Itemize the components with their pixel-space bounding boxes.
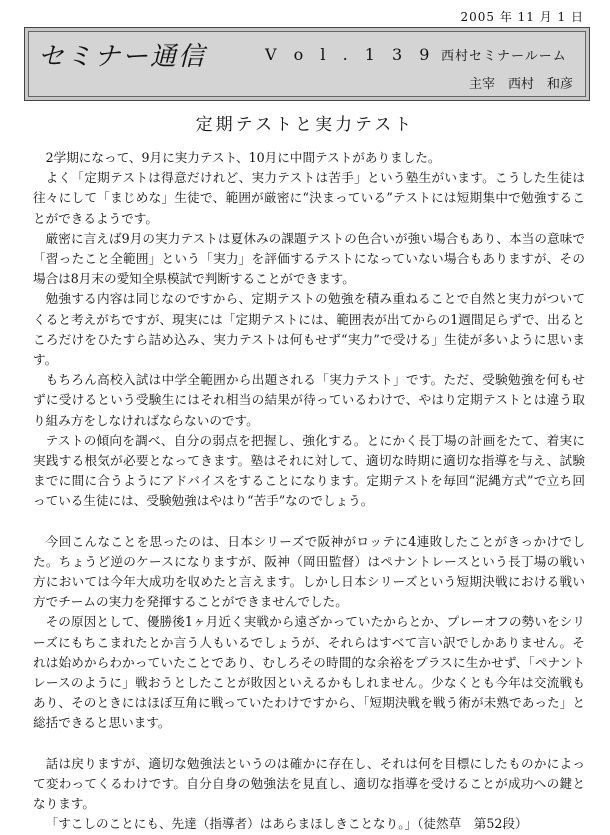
volume-number: V o l . 1 3 9 (265, 45, 436, 64)
header-panel (28, 31, 586, 97)
paragraph: 今回こんなことを思ったのは、日本シリーズで阪神がロッテに4連敗したことがきっかけでした。ちょうど逆のケースになりますが、阪神（岡田監督）はペナントレースという長丁場の戦い方においては今年大成功を収めたと言えます。しかし日本シリーズという短期決戦における戦い方でチームの実力を発揮することができませんでした。 (33, 533, 585, 610)
newsletter-header (24, 27, 590, 101)
paragraph: その原因として、優勝後1ヶ月近く実戦から遠ざかっていたからとか、プレーオフの勢いをシリーズにもちこまれたとか言う人もいるでしょうが、それらはすべて言い訳でしかありません。それは始めからわかっていたことであり、むしろその時間的な余裕をプラスに生かせず、「ペナントレースのように」戦おうとしたことが敗因といえるかもしれません。少なくとも今年は交流戦もあり、そのときにはほぼ互角に戦っていたわけですから、「短期決戦を戦う術が未熟であった」と総括できると思います。 (33, 614, 585, 731)
paragraph: テストの傾向を調べ、自分の弱点を把握し、強化する。とにかく長丁場の計画をたて、着実に実践する根気が必要となってきます。塾はそれに対して、適切な時期に適切な指導を与え、試験までに間に合うようにアドバイスをすることになります。定期テストを毎回“泥縄方式”で立ち回っている生徒には、受験勉強はやはり“苦手”なのでしょう。 (33, 432, 585, 509)
paragraph: 2学期になって、9月に実力テスト、10月に中間テストがありました。 (45, 150, 441, 165)
paragraph: よく「定期テストは得意だけれど、実力テストは苦手」という塾生がいます。こうした生徒は往々にして「まじめな」生徒で、範囲が厳密に“決まっている”テストには短期集中で勉強することができるようです。 (33, 170, 585, 226)
paragraph: もちろん高校入試は中学全範囲から出題される「実力テスト」です。ただ、受験勉強を何もせずに受けるという受験生にはそれ相当の結果が待っているわけで、やはり定期テストとは違う取り組み方をしなければならないのです。 (33, 372, 585, 428)
newsletter-title: セミナー通信 (38, 42, 207, 72)
paragraph: 話は戻りますが、適切な勉強法というのは確かに存在し、それは何を目標にしたものかによって変わってくるわけです。自分自身の勉強法を見直し、適切な指導を受けることが成功への鍵となります。 (33, 755, 585, 812)
article-body (33, 148, 585, 835)
article-title: 定期テストと実力テスト (195, 115, 415, 135)
paragraph: 勉強する内容は同じなのですから、定期テストの勉強を積み重ねることで自然と実力がついてくると考えがちですが、現実には「定期テストには、範囲表が出てからの1週間足らずで、出るところだけをひたすら詰め込み、実力テストは何もせず“実力”で受ける」生徒が多いように思います。 (33, 291, 585, 368)
issue-date: 2005 年 11 月 1 日 (460, 10, 584, 24)
quote: 「すこしのことにも、先達（指導者）はあらまほしきことなり。」（徒然草 第52段） (45, 816, 528, 832)
owner-name: 主宰 西村 和彦 (469, 77, 574, 92)
organization-name: 西村セミナールーム (441, 49, 567, 64)
paragraph: 厳密に言えば9月の実力テストは夏休みの課題テストの色合いが強い場合もあり、本当の意味で「習ったこと全範囲」という「実力」を評価するテストになっていない場合もありますが、その場合は8月末の愛知全県模試で判断することができます。 (33, 230, 585, 287)
